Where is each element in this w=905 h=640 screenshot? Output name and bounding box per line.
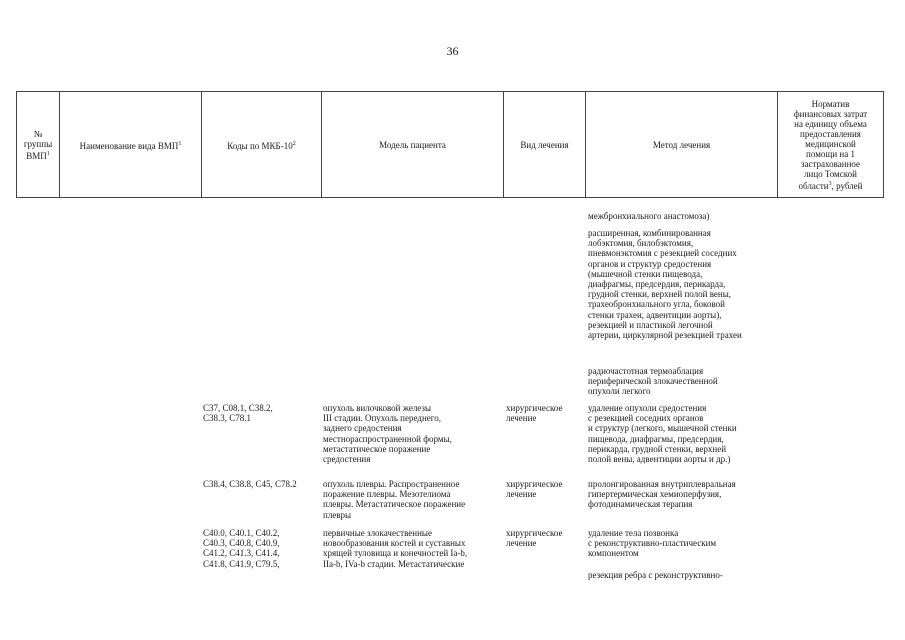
cell-line: первичные злокачественные xyxy=(323,528,432,538)
cell-line: C40.0, C40.1, C40.2, xyxy=(203,528,280,538)
cell-line: (мышечной стенки пищевода, xyxy=(588,268,703,279)
cell-line: стенки трахеи, адвентиции аорты), xyxy=(588,309,722,320)
cell-line: пролонгированная внутриплевральная xyxy=(588,479,736,489)
header-treatment-method: Метод лечения xyxy=(586,92,778,198)
cell-line: перикарда, грудной стенки, верхней xyxy=(588,443,727,454)
cell-line: хрящей туловища и конечностей Ia-b, xyxy=(323,548,468,559)
cell-line: пневмонэктомия с резекцией соседних xyxy=(588,248,737,259)
cell-line: удаление тела позвонка xyxy=(588,528,679,538)
patient-model-cell xyxy=(323,479,503,520)
cell-line: C40.3, C40.8, C40.9, xyxy=(203,538,280,549)
cell-line: хирургическое xyxy=(506,528,563,538)
cell-line: метастатическое поражение xyxy=(323,443,431,454)
cell-line: лечение xyxy=(506,413,537,424)
header-financial-norm: Норматив финансовых затрат на единицу объема предоставления медицинской помощи на 1 застрахованное лицо Томской области$^3$, рублей xyxy=(778,92,884,198)
cell-line: новообразования костей и суставных xyxy=(323,538,466,549)
cell-line: IIa-b, IVa-b стадии. Метастатические xyxy=(323,558,465,569)
cell-line: плевры. Метастатическое поражение xyxy=(323,499,466,510)
cell-line: артерии, циркулярной резекцией трахеи xyxy=(588,330,742,341)
header-patient-model: Модель пациента xyxy=(322,92,504,198)
cell-line: C41.8, C41.9, C79.5, xyxy=(203,558,280,569)
cell-line: расширенная, комбинированная xyxy=(588,228,711,238)
header-icd-codes: Коды по МКБ-$10^2$ xyxy=(202,92,322,198)
cell-line: местнораспространенной формы, xyxy=(323,433,452,444)
cell-line: компонентом xyxy=(588,548,639,559)
patient-model-cell xyxy=(323,403,503,464)
patient-model-cell xyxy=(323,528,503,569)
cell-line: опухоли легкого xyxy=(588,386,651,397)
cell-line: опухоль плевры. Распространенное xyxy=(323,479,460,489)
cell-line: заднего средостения xyxy=(323,423,402,434)
treatment-method-cell xyxy=(588,570,778,580)
cell-line: опухоль вилочковой железы xyxy=(323,403,432,413)
table-header xyxy=(16,91,884,198)
cell-line: грудной стенки, верхней полой вены, xyxy=(588,289,732,300)
treatment-method-cell xyxy=(588,403,778,464)
cell-line: диафрагмы, предсердия, перикарда, xyxy=(588,279,726,290)
treatment-method-cell xyxy=(588,211,778,221)
cell-line: C37, C08.1, C38.2, xyxy=(203,403,273,413)
icd-codes-cell xyxy=(203,479,323,489)
header-group-number: № группы ВМП$^1$ xyxy=(17,92,60,198)
cell-line: полой вены, адвентиции аорты и др.) xyxy=(588,454,731,465)
cell-line: лечение xyxy=(506,538,537,549)
cell-line: гипертермическая хемиоперфузия, xyxy=(588,489,722,500)
cell-line: резекция ребра с реконструктивно- xyxy=(588,570,723,580)
cell-line: средостения xyxy=(323,454,371,465)
cell-line: III стадии. Опухоль переднего, xyxy=(323,413,441,424)
treatment-method-cell xyxy=(588,479,778,510)
cell-line: межбронхиального анастомоза) xyxy=(588,211,710,221)
cell-line: периферической злокачественной xyxy=(588,376,718,387)
cell-line: трахеобронхиального угла, боковой xyxy=(588,299,725,310)
cell-line: хирургическое xyxy=(506,403,563,413)
page-number: 36 xyxy=(446,44,459,58)
header-vmp-name: Наименование вида ВМП$^1$ xyxy=(60,92,202,198)
treatment-method-cell xyxy=(588,528,778,559)
cell-line: плевры xyxy=(323,509,352,520)
icd-codes-cell xyxy=(203,403,323,423)
cell-line: с реконструктивно-пластическим xyxy=(588,538,717,549)
icd-codes-cell xyxy=(203,528,323,569)
cell-line: C38.3, C78.1 xyxy=(203,413,252,424)
cell-line: лечение xyxy=(506,489,537,500)
treatment-type-cell xyxy=(506,528,586,548)
cell-line: C38.4, C38.8, C45, C78.2 xyxy=(203,479,297,489)
cell-line: C41.2, C41.3, C41.4, xyxy=(203,548,280,559)
cell-line: лобэктомия, билобэктомия, xyxy=(588,238,694,249)
cell-line: органов и структур средостения xyxy=(588,258,712,269)
cell-line: резекцией и пластикой легочной xyxy=(588,319,713,330)
cell-line: радиочастотная термоаблация xyxy=(588,366,704,376)
cell-line: и структур (легкого, мышечной стенки xyxy=(588,423,737,434)
header-treatment-type: Вид лечения xyxy=(504,92,586,198)
treatment-type-cell xyxy=(506,403,586,423)
cell-line: с резекцией соседних органов xyxy=(588,413,704,424)
treatment-method-cell xyxy=(588,228,778,340)
cell-line: хирургическое xyxy=(506,479,563,489)
cell-line: пищевода, диафрагмы, предсердия, xyxy=(588,433,724,444)
cell-line: фотодинамическая терапия xyxy=(588,499,693,510)
treatment-method-cell xyxy=(588,366,778,397)
cell-line: поражение плевры. Мезотелиома xyxy=(323,489,451,500)
cell-line: удаление опухоли средостения xyxy=(588,403,707,413)
treatment-type-cell xyxy=(506,479,586,499)
